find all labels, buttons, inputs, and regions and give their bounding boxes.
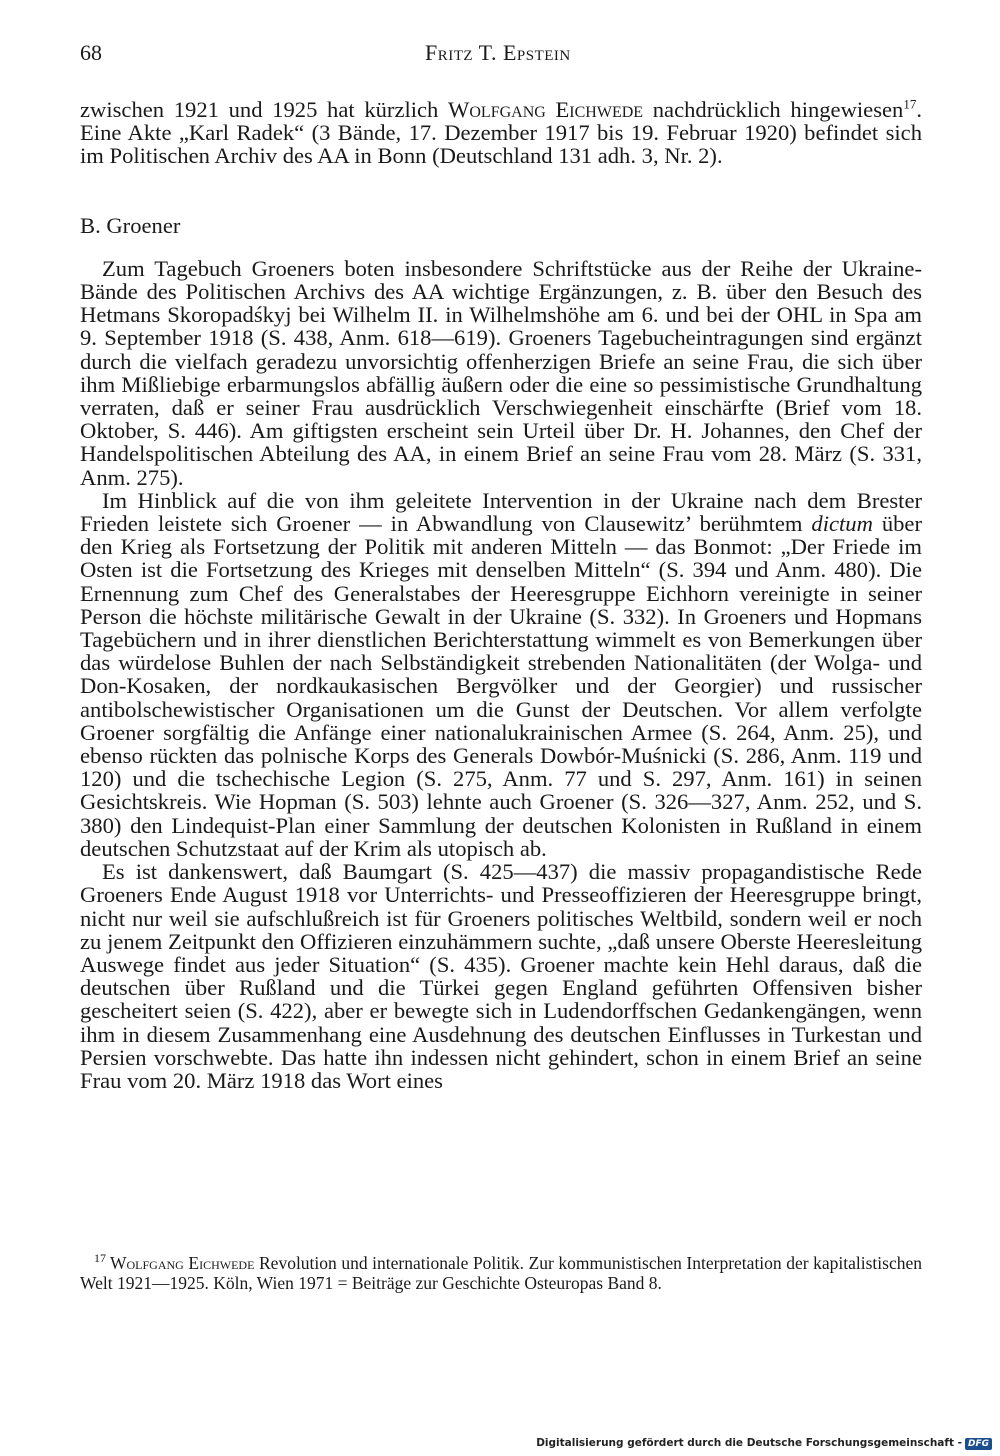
digitization-notice: Digitalisierung gefördert durch die Deutsche Forschungsgemeinschaft - DFG — [536, 1437, 992, 1450]
paragraph: Zum Tagebuch Groeners boten insbesondere Schriftstücke aus der Reihe der Ukraine-Bände des Politischen Archivs des AA wichtige Ergänzungen, z. B. über den Besuch des Hetmans Skoropadśkyj bei Wilhelm II. in Wilhelmshöhe am 6. und bei der OHL in Spa am 9. September 1918 (S. 438, Anm. 618—619). Groeners Tagebucheintragungen sind ergänzt durch die vielfach geradezu unvorsichtig offenherzigen Briefe an seine Frau, die sich über ihm Mißliebige erbarmungslos abfällig äußern oder die eine so pessimistische Grundhaltung verraten, daß er seiner Frau ausdrücklich Verschwiegenheit einschärfte (Brief vom 18. Oktober, S. 446). Am giftigsten erscheint sein Urteil über Dr. H. Johannes, den Chef der Handelspolitischen Abteilung des AA, in einem Brief an seine Frau vom 28. März (S. 331, Anm. 275). — [80, 255, 922, 490]
footnote — [80, 1251, 923, 1293]
section-heading: B. Groener — [80, 212, 181, 238]
dfg-logo-icon: DFG — [965, 1438, 992, 1450]
page-number: 68 — [80, 40, 102, 65]
main-text — [80, 98, 922, 1092]
page-header — [80, 40, 922, 74]
paragraph: Im Hinblick auf die von ihm geleitete Intervention in der Ukraine nach dem Brester Frieden leistete sich Groener — in Abwandlung von Clausewitz’ berühmtem dictum über den Krieg als Fortsetzung der Politik mit anderen Mitteln — das Bonmot: „Der Friede im Osten ist die Fortsetzung des Krieges mit denselben Mitteln“ (S. 394 und Anm. 480). Die Ernennung zum Chef des Generalstabes der Heeresgruppe Eichhorn vereinigte in seiner Person die höchste militärische Gewalt in der Ukraine (S. 332). In Groeners und Hopmans Tagebüchern und in ihrer dienstlichen Berichterstattung wimmelt es von Bemerkungen über das würdelose Buhlen der nach Selbständigkeit strebenden Nationalitäten (der Wolga- und Don-Kosaken, der nordkaukasischen Bergvölker und der Georgier) und russischer antibolschewistischer Organisationen um die Gunst der Deutschen. Vor allem verfolgte Groener sorgfältig die Anfänge einer nationalukrainischen Armee (S. 264, Anm. 25), und ebenso rückten das polnische Korps des Generals Dowbór-Muśnicki (S. 286, Anm. 119 und 120) und die tschechische Legion (S. 275, Anm. 77 und S. 297, Anm. 161) in seinen Gesichtskreis. Wie Hopman (S. 503) lehnte auch Groener (S. 326—327, Anm. 252, und S. 380) den Lindequist-Plan einer Sammlung der deutschen Kolonisten in Rußland in einem deutschen Schutzstaat auf der Krim als utopisch ab. — [80, 487, 922, 861]
author-name: Wolfgang Eichwede — [448, 97, 644, 122]
footnote-author: Wolfgang Eichwede — [110, 1253, 255, 1273]
paragraph-continuation: zwischen 1921 und 1925 hat kürzlich Wolfgang Eichwede nachdrücklich hingewiesen$^{17}$. Eine Akte „Karl Radek“ (3 Bände, 17. Dezember 1917 bis 19. Februar 1920) befindet sich im Politischen Archiv des AA in Bonn (Deutschland 131 adh. 3, Nr. 2). — [80, 96, 922, 169]
paragraph: Es ist dankenswert, daß Baumgart (S. 425—437) die massiv propagandistische Rede Groeners Ende August 1918 vor Unterrichts- und Presseoffizieren der Heeresgruppe bringt, nicht nur weil sie aufschlußreich ist für Groeners politisches Weltbild, sondern weil er noch zu jenem Zeitpunkt den Offizieren einzuhämmern suchte, „daß unsere Oberste Heeresleitung Auswege findet aus jeder Situation“ (S. 435). Groener machte kein Hehl daraus, daß die deutschen über Rußland und die Türkei gegen England geführten Offensiven bisher gescheitert seien (S. 422), aber er bewegte sich in Ludendorffschen Gedankengängen, wenn ihm in diesem Zusammenhang eine Ausdehnung des deutschen Einflusses in Turkestan und Persien vorschwebte. Das hatte ihn indessen nicht gehindert, schon in einem Brief an seine Frau vom 20. März 1918 das Wort eines — [80, 859, 922, 1093]
footnote-text: Revolution und internationale Politik. Zur kommunistischen Interpretation der kapitalistischen Welt 1921—1925. Köln, Wien 1971 = Beiträge zur Geschichte Osteuropas Band 8. — [80, 1253, 923, 1293]
italic-term: dictum — [811, 511, 873, 537]
footnote-mark: 17 — [94, 1251, 106, 1266]
footnote-reference[interactable]: 17 — [903, 96, 917, 112]
running-head: Fritz T. Epstein — [425, 40, 571, 65]
